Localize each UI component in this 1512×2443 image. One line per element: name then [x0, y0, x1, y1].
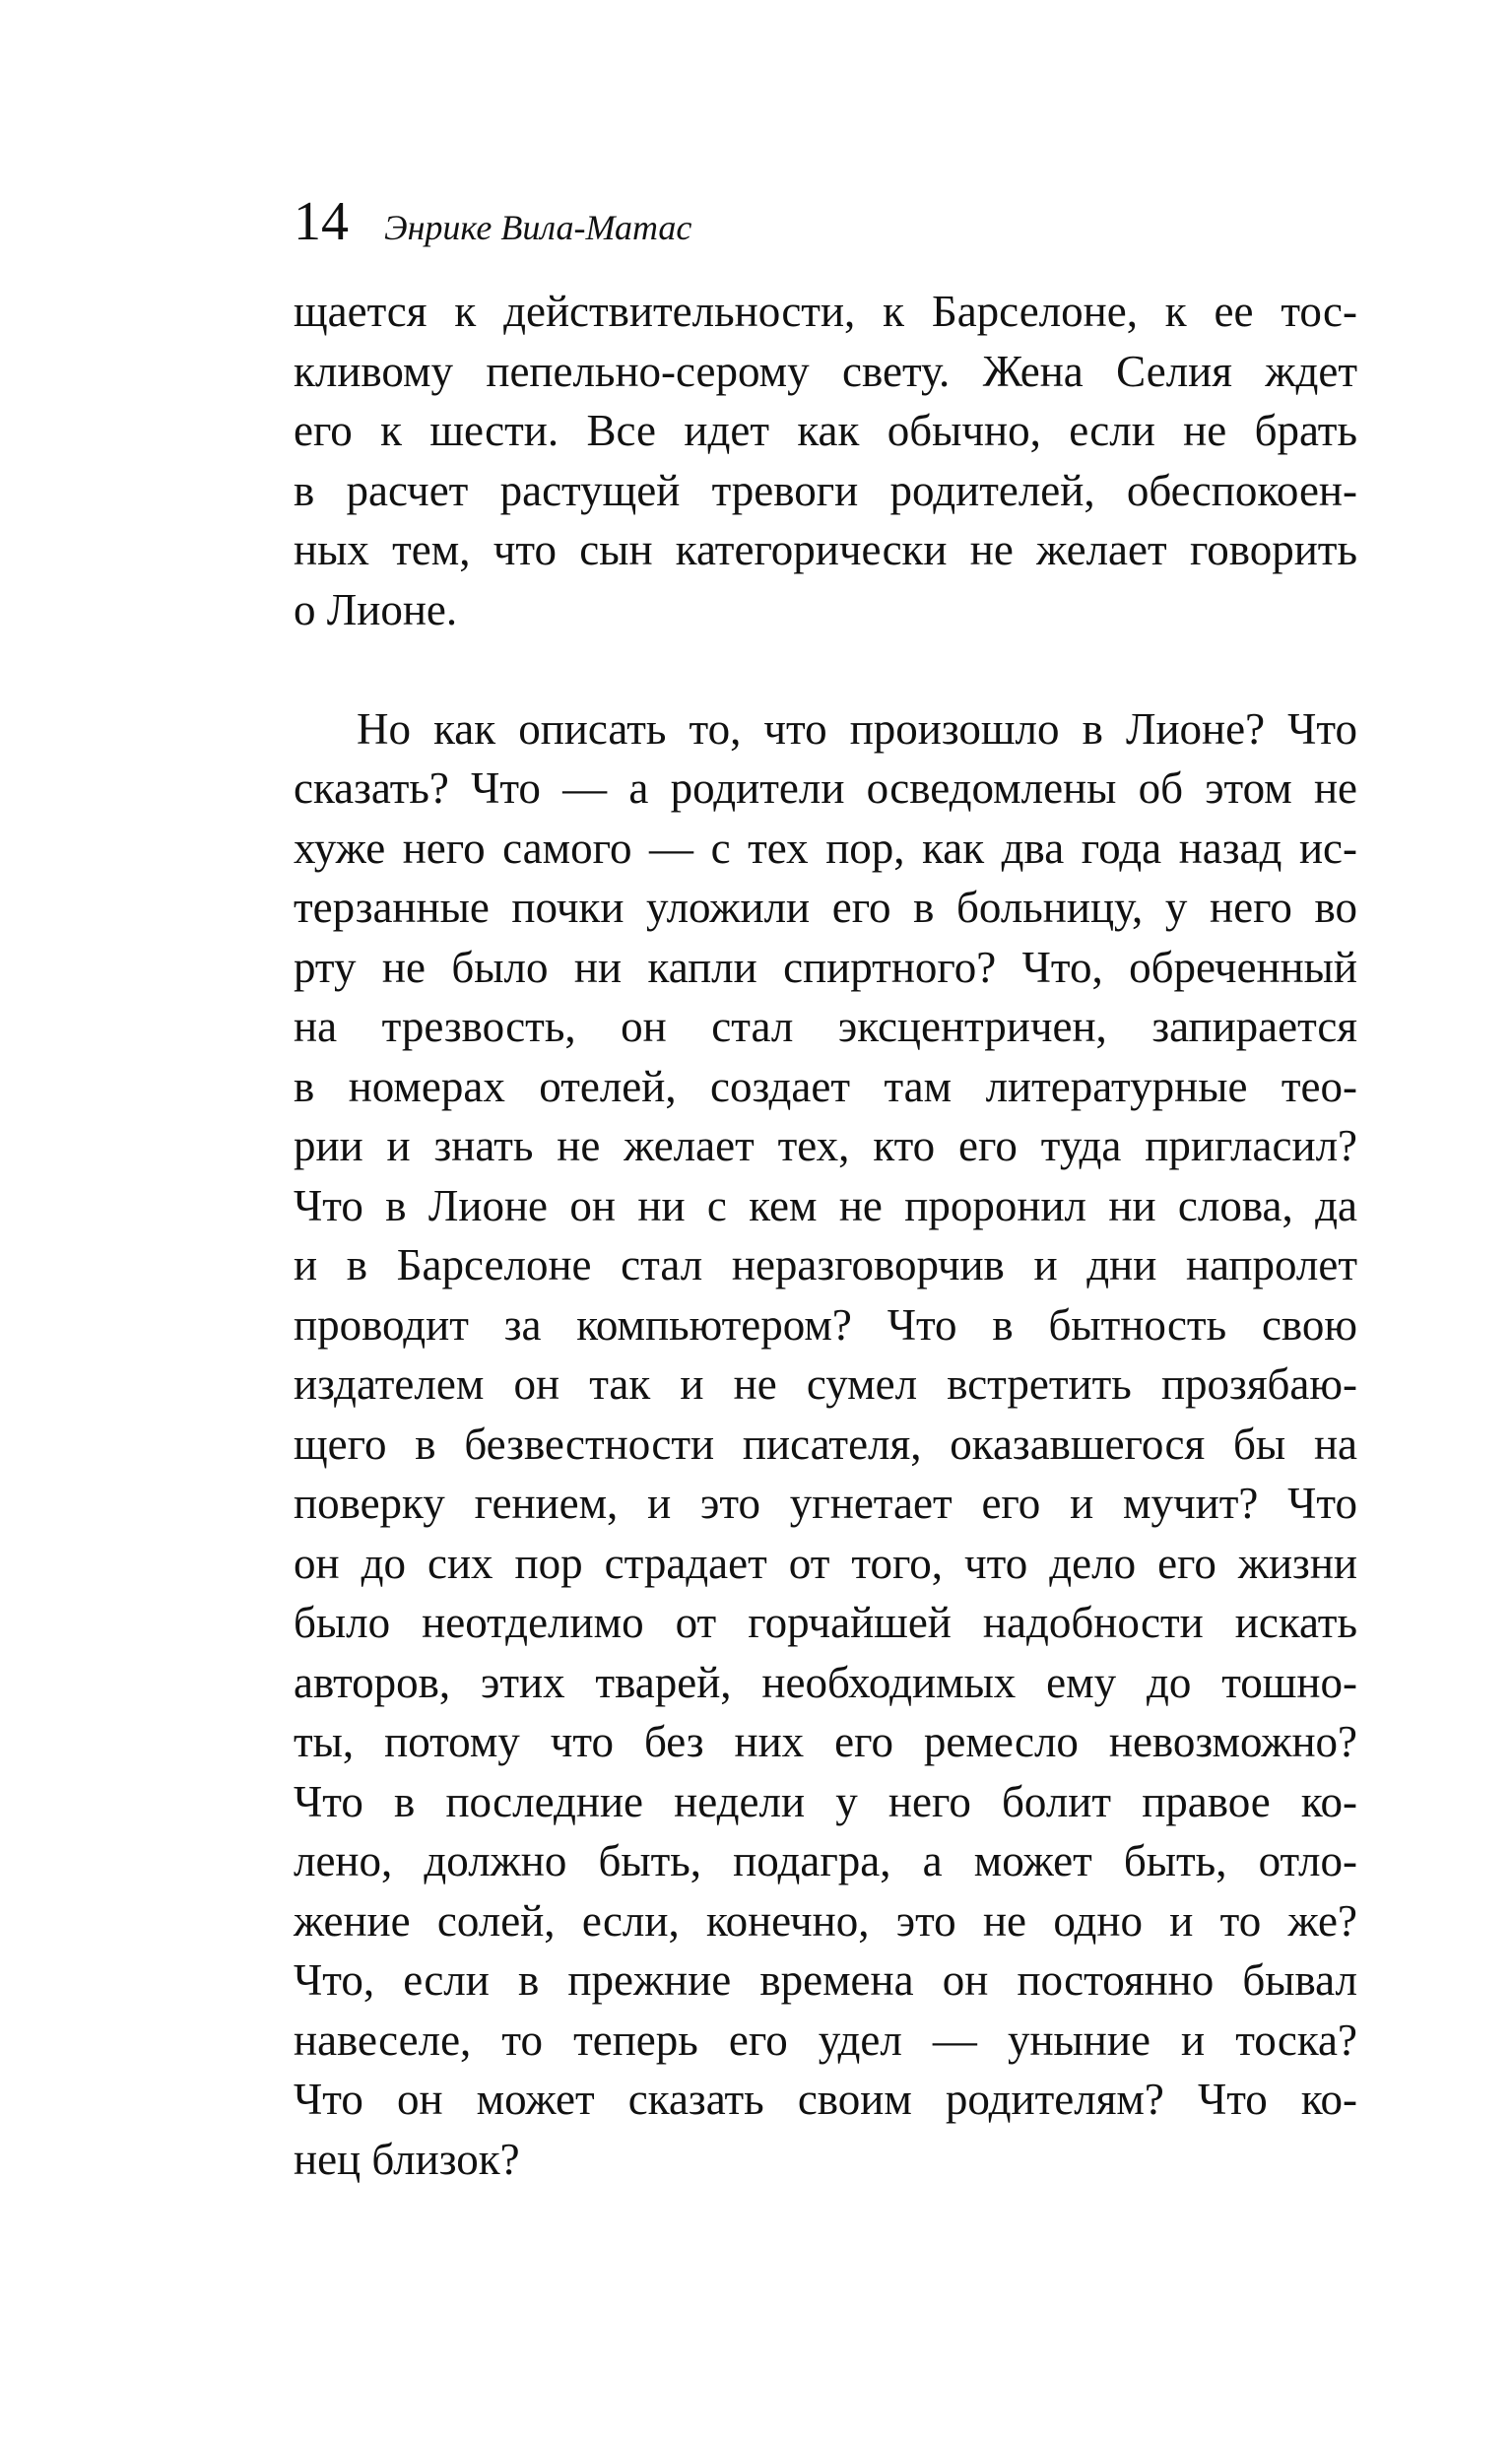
text-line: кливому пепельно-серому свету. Жена Селия ждет [294, 346, 1357, 396]
page-number: 14 [294, 191, 349, 252]
text-line: в номерах отелей, создает там литературные тео- [294, 1061, 1357, 1111]
text-line: терзанные почки уложили его в больницу, у него во [294, 883, 1357, 932]
text-line: и в Барселоне стал неразговорчив и дни напролет [294, 1240, 1357, 1289]
text-line: его к шести. Все идет как обычно, если не брать [294, 406, 1357, 455]
text-line: рии и знать не желает тех, кто его туда пригласил? [294, 1121, 1357, 1170]
body-text [294, 282, 1357, 2189]
text-line: жение солей, если, конечно, это не одно и то же? [294, 1895, 1357, 1946]
paragraph [294, 282, 1357, 639]
paragraph-gap [294, 639, 1357, 699]
text-line: было неотделимо от горчайшей надобности искать [294, 1598, 1357, 1647]
text-line: рту не было ни капли спиртного? Что, обреченный [294, 942, 1357, 992]
text-line: проводит за компьютером? Что в бытность свою [294, 1299, 1357, 1350]
text-line: сказать? Что — а родители осведомлены об этом не [294, 763, 1357, 813]
text-line: ных тем, что сын категорически не желает говорить [294, 525, 1357, 574]
text-line: авторов, этих тварей, необходимых ему до тошно- [294, 1657, 1357, 1707]
text-line: на трезвость, он стал эксцентричен, запирается [294, 1002, 1357, 1051]
text-line: Что, если в прежние времена он постоянно бывал [294, 1955, 1357, 2005]
text-line: в расчет растущей тревоги родителей, обеспокоен- [294, 465, 1357, 515]
paragraph [294, 699, 1357, 2190]
text-line: о Лионе. [294, 584, 458, 634]
running-head [294, 187, 691, 256]
text-line: щего в безвестности писателя, оказавшегося бы на [294, 1419, 1357, 1469]
text-line: ты, потому что без них его ремесло невозможно? [294, 1717, 1357, 1766]
text-line: хуже него самого — с тех пор, как два года назад ис- [294, 823, 1357, 873]
text-line: издателем он так и не сумел встретить прозябаю- [294, 1359, 1357, 1409]
text-line: лено, должно быть, подагра, а может быть, отло- [294, 1836, 1357, 1885]
text-line: Что в Лионе он ни с кем не проронил ни слова, да [294, 1180, 1357, 1230]
text-line: поверку гением, и это угнетает его и мучит? Что [294, 1479, 1357, 1528]
text-line: Что в последние недели у него болит правое ко- [294, 1776, 1357, 1826]
text-line: он до сих пор страдает от того, что дело его жизни [294, 1538, 1357, 1588]
text-line: нец близок? [294, 2134, 520, 2184]
running-title-author: Энрике Вила-Матас [384, 208, 692, 247]
text-line: Но как описать то, что произошло в Лионе? Что [357, 703, 1357, 754]
text-line: щается к действительности, к Барселоне, к ее тос- [294, 287, 1357, 336]
text-line: Что он может сказать своим родителям? Что ко- [294, 2075, 1357, 2124]
text-line: навеселе, то теперь его удел — уныние и тоска? [294, 2014, 1357, 2065]
